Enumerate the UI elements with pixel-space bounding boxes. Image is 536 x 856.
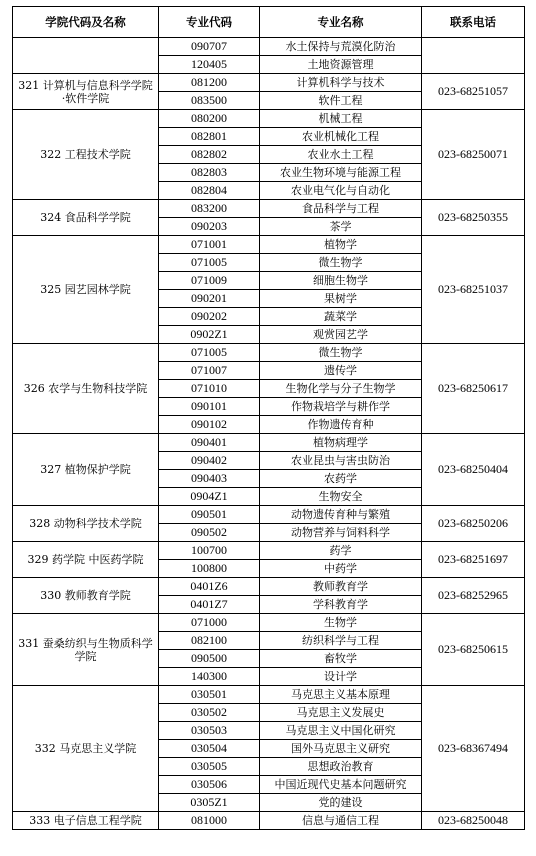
major-code-cell: 082802 (159, 146, 260, 164)
header-college: 学院代码及名称 (13, 7, 159, 38)
major-code-cell: 0401Z7 (159, 596, 260, 614)
major-code-cell: 071005 (159, 254, 260, 272)
phone-cell: 023-68251037 (422, 236, 525, 344)
table-row (13, 344, 525, 362)
major-name-cell: 国外马克思主义研究 (260, 740, 422, 758)
college-name-cell: 329 药学院 中医药学院 (13, 542, 159, 578)
major-name-cell: 学科教育学 (260, 596, 422, 614)
major-name-cell: 生物安全 (260, 488, 422, 506)
phone-cell: 023-68250206 (422, 506, 525, 542)
major-name-cell: 党的建设 (260, 794, 422, 812)
major-code-cell: 071000 (159, 614, 260, 632)
college-name-cell: 322 工程技术学院 (13, 110, 159, 200)
major-name-cell: 机械工程 (260, 110, 422, 128)
major-name-cell: 植物病理学 (260, 434, 422, 452)
phone-cell: 023-68250404 (422, 434, 525, 506)
phone-cell: 023-68250048 (422, 812, 525, 830)
major-code-cell: 090203 (159, 218, 260, 236)
college-name-cell: 327 植物保护学院 (13, 434, 159, 506)
major-name-cell: 茶学 (260, 218, 422, 236)
table-row (13, 506, 525, 524)
major-name-cell: 作物遗传育种 (260, 416, 422, 434)
table-row (13, 74, 525, 92)
major-code-cell: 090102 (159, 416, 260, 434)
major-name-cell: 马克思主义基本原理 (260, 686, 422, 704)
major-name-cell: 畜牧学 (260, 650, 422, 668)
major-code-cell: 140300 (159, 668, 260, 686)
major-name-cell: 土地资源管理 (260, 56, 422, 74)
phone-cell: 023-68251697 (422, 542, 525, 578)
major-name-cell: 观赏园艺学 (260, 326, 422, 344)
major-name-cell: 纺织科学与工程 (260, 632, 422, 650)
header-major-code: 专业代码 (159, 7, 260, 38)
phone-cell (422, 38, 525, 74)
major-code-cell: 082801 (159, 128, 260, 146)
major-name-cell: 中国近现代史基本问题研究 (260, 776, 422, 794)
major-code-cell: 090501 (159, 506, 260, 524)
college-name-cell (13, 38, 159, 74)
major-code-cell: 0902Z1 (159, 326, 260, 344)
college-name-cell: 326 农学与生物科技学院 (13, 344, 159, 434)
major-code-cell: 0904Z1 (159, 488, 260, 506)
major-name-cell: 生物化学与分子生物学 (260, 380, 422, 398)
college-name-cell: 321 计算机与信息科学学院·软件学院 (13, 74, 159, 110)
major-name-cell: 软件工程 (260, 92, 422, 110)
major-code-cell: 090402 (159, 452, 260, 470)
major-code-cell: 083500 (159, 92, 260, 110)
major-name-cell: 动物营养与饲料科学 (260, 524, 422, 542)
major-code-cell: 090201 (159, 290, 260, 308)
major-code-cell: 090707 (159, 38, 260, 56)
college-name-cell: 333 电子信息工程学院 (13, 812, 159, 830)
header-major-name: 专业名称 (260, 7, 422, 38)
major-code-cell: 071009 (159, 272, 260, 290)
major-code-cell: 080200 (159, 110, 260, 128)
major-name-cell: 微生物学 (260, 344, 422, 362)
major-name-cell: 农业电气化与自动化 (260, 182, 422, 200)
major-code-cell: 0401Z6 (159, 578, 260, 596)
document-page (12, 6, 525, 830)
major-code-cell: 082100 (159, 632, 260, 650)
major-code-cell: 030501 (159, 686, 260, 704)
major-name-cell: 生物学 (260, 614, 422, 632)
major-code-cell: 071005 (159, 344, 260, 362)
major-name-cell: 农业水土工程 (260, 146, 422, 164)
major-code-cell: 071007 (159, 362, 260, 380)
major-code-cell: 090500 (159, 650, 260, 668)
header-phone: 联系电话 (422, 7, 525, 38)
major-name-cell: 水土保持与荒漠化防治 (260, 38, 422, 56)
phone-cell: 023-68250071 (422, 110, 525, 200)
phone-cell: 023-68250617 (422, 344, 525, 434)
major-code-cell: 083200 (159, 200, 260, 218)
college-name-cell: 332 马克思主义学院 (13, 686, 159, 812)
major-name-cell: 蔬菜学 (260, 308, 422, 326)
table-row (13, 200, 525, 218)
major-code-cell: 120405 (159, 56, 260, 74)
table-row (13, 578, 525, 596)
major-code-cell: 071001 (159, 236, 260, 254)
table-row (13, 38, 525, 56)
major-name-cell: 作物栽培学与耕作学 (260, 398, 422, 416)
major-name-cell: 计算机科学与技术 (260, 74, 422, 92)
phone-cell: 023-68252965 (422, 578, 525, 614)
major-name-cell: 农业昆虫与害虫防治 (260, 452, 422, 470)
major-code-cell: 090401 (159, 434, 260, 452)
major-code-cell: 090202 (159, 308, 260, 326)
major-code-cell: 071010 (159, 380, 260, 398)
major-code-cell: 0305Z1 (159, 794, 260, 812)
major-name-cell: 药学 (260, 542, 422, 560)
major-name-cell: 果树学 (260, 290, 422, 308)
major-code-cell: 090502 (159, 524, 260, 542)
phone-cell: 023-68250615 (422, 614, 525, 686)
major-name-cell: 动物遗传育种与繁殖 (260, 506, 422, 524)
major-code-cell: 030505 (159, 758, 260, 776)
major-name-cell: 教师教育学 (260, 578, 422, 596)
major-name-cell: 马克思主义发展史 (260, 704, 422, 722)
table-row (13, 110, 525, 128)
major-code-cell: 090101 (159, 398, 260, 416)
major-name-cell: 农药学 (260, 470, 422, 488)
major-name-cell: 农业机械化工程 (260, 128, 422, 146)
major-name-cell: 信息与通信工程 (260, 812, 422, 830)
college-name-cell: 330 教师教育学院 (13, 578, 159, 614)
table-row (13, 614, 525, 632)
major-code-cell: 100800 (159, 560, 260, 578)
major-code-cell: 030503 (159, 722, 260, 740)
phone-cell: 023-68251057 (422, 74, 525, 110)
major-name-cell: 食品科学与工程 (260, 200, 422, 218)
table-body (13, 38, 525, 830)
major-name-cell: 设计学 (260, 668, 422, 686)
major-code-cell: 081000 (159, 812, 260, 830)
table-row (13, 686, 525, 704)
phone-cell: 023-68367494 (422, 686, 525, 812)
college-name-cell: 328 动物科学技术学院 (13, 506, 159, 542)
major-code-cell: 030504 (159, 740, 260, 758)
table-row (13, 236, 525, 254)
major-name-cell: 马克思主义中国化研究 (260, 722, 422, 740)
major-code-cell: 081200 (159, 74, 260, 92)
table-row (13, 812, 525, 830)
college-name-cell: 324 食品科学学院 (13, 200, 159, 236)
major-code-cell: 090403 (159, 470, 260, 488)
major-name-cell: 遗传学 (260, 362, 422, 380)
major-code-cell: 082804 (159, 182, 260, 200)
major-name-cell: 植物学 (260, 236, 422, 254)
major-name-cell: 中药学 (260, 560, 422, 578)
college-name-cell: 325 园艺园林学院 (13, 236, 159, 344)
majors-table (12, 6, 525, 830)
table-row (13, 434, 525, 452)
major-code-cell: 030502 (159, 704, 260, 722)
major-name-cell: 微生物学 (260, 254, 422, 272)
college-name-cell: 331 蚕桑纺织与生物质科学学院 (13, 614, 159, 686)
major-code-cell: 082803 (159, 164, 260, 182)
phone-cell: 023-68250355 (422, 200, 525, 236)
major-name-cell: 农业生物环境与能源工程 (260, 164, 422, 182)
major-code-cell: 030506 (159, 776, 260, 794)
major-code-cell: 100700 (159, 542, 260, 560)
major-name-cell: 细胞生物学 (260, 272, 422, 290)
major-name-cell: 思想政治教育 (260, 758, 422, 776)
table-row (13, 542, 525, 560)
table-header-row (13, 7, 525, 38)
